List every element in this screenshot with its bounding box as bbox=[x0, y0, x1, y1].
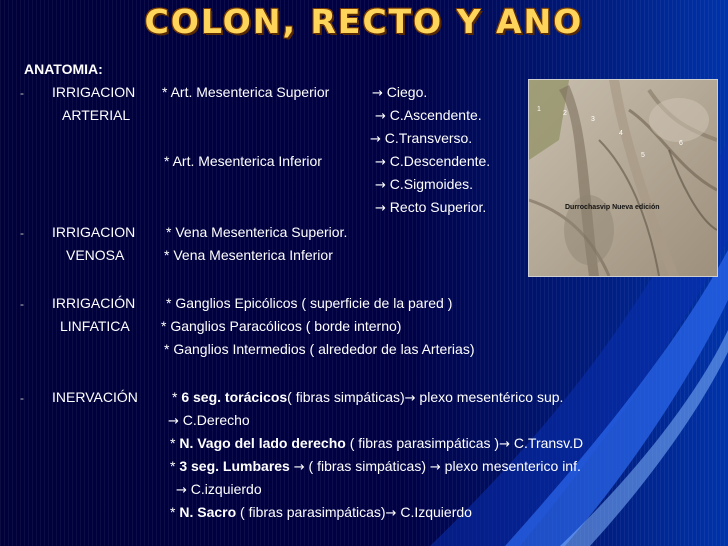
arrow-icon: → bbox=[385, 506, 397, 521]
arrow-icon: → bbox=[370, 132, 381, 147]
inervacion-label: INERVACIÓN bbox=[52, 389, 138, 405]
art-mesenterica-inferior: * Art. Mesenterica Inferior bbox=[164, 153, 322, 169]
inervacion-line-5: → C.izquierdo bbox=[176, 481, 262, 498]
bullet-marker: - bbox=[20, 226, 24, 240]
photo-number: 3 bbox=[591, 116, 595, 123]
bullet-marker: - bbox=[20, 297, 24, 311]
arrow-icon: → bbox=[372, 86, 383, 101]
venosa-label-1: IRRIGACION bbox=[52, 224, 136, 240]
arrow-icon: → bbox=[168, 414, 179, 429]
target-ascendente: → C.Ascendente. bbox=[375, 107, 482, 124]
inervacion-line-2: → C.Derecho bbox=[168, 412, 250, 429]
linfatica-label-1: IRRIGACIÓN bbox=[52, 295, 136, 311]
arrow-icon: → bbox=[429, 460, 441, 475]
bullet-marker: - bbox=[20, 391, 24, 405]
photo-number: 4 bbox=[619, 130, 623, 137]
inervacion-line-4: * 3 seg. Lumbares → ( fibras simpáticas) → plexo mesenterico inf. bbox=[170, 458, 581, 475]
bullet-marker: - bbox=[20, 86, 24, 100]
arrow-icon: → bbox=[375, 155, 386, 170]
target-transverso: → C.Transverso. bbox=[370, 130, 473, 147]
photo-number: 2 bbox=[563, 110, 567, 117]
arrow-icon: → bbox=[176, 483, 187, 498]
venosa-label-2: VENOSA bbox=[66, 247, 125, 263]
arrow-icon: → bbox=[375, 201, 386, 216]
arrow-icon: → bbox=[499, 437, 511, 452]
page-title: COLON, RECTO Y ANO bbox=[144, 2, 584, 41]
target-sigmoides: → C.Sigmoides. bbox=[375, 176, 474, 193]
arterial-label-2: ARTERIAL bbox=[62, 107, 131, 123]
target-ciego: → Ciego. bbox=[372, 84, 428, 101]
photo-number: 1 bbox=[537, 106, 541, 113]
ganglios-paracolicos: * Ganglios Paracólicos ( borde interno) bbox=[161, 318, 402, 334]
linfatica-label-2: LINFATICA bbox=[60, 318, 130, 334]
inervacion-line-1: * 6 seg. torácicos( fibras simpáticas)→ plexo mesentérico sup. bbox=[172, 389, 564, 406]
ganglios-epicolicos: * Ganglios Epicólicos ( superficie de la pared ) bbox=[166, 295, 453, 311]
target-recto-superior: → Recto Superior. bbox=[375, 199, 487, 216]
anatomy-illustration bbox=[529, 80, 717, 276]
arrow-icon: → bbox=[293, 460, 305, 475]
inervacion-line-3: * N. Vago del lado derecho ( fibras parasimpáticas )→ C.Transv.D bbox=[170, 435, 584, 452]
target-descendente: → C.Descendente. bbox=[375, 153, 491, 170]
arterial-label-1: IRRIGACION bbox=[52, 84, 136, 100]
vena-superior: * Vena Mesenterica Superior. bbox=[166, 224, 348, 240]
anatomia-label: ANATOMIA: bbox=[24, 61, 103, 77]
photo-number: 5 bbox=[641, 152, 645, 159]
vena-inferior: * Vena Mesenterica Inferior bbox=[164, 247, 333, 263]
arrow-icon: → bbox=[375, 178, 386, 193]
art-mesenterica-superior: * Art. Mesenterica Superior bbox=[162, 84, 330, 100]
photo-caption: Durrochasvip Nueva edición bbox=[565, 204, 660, 211]
inervacion-line-6: * N. Sacro ( fibras parasimpáticas)→ C.Izquierdo bbox=[170, 504, 472, 521]
anatomy-photo bbox=[528, 79, 718, 277]
ganglios-intermedios: * Ganglios Intermedios ( alrededor de las Arterias) bbox=[164, 341, 475, 357]
photo-number: 6 bbox=[679, 140, 683, 147]
arrow-icon: → bbox=[404, 391, 416, 406]
arrow-icon: → bbox=[375, 109, 386, 124]
